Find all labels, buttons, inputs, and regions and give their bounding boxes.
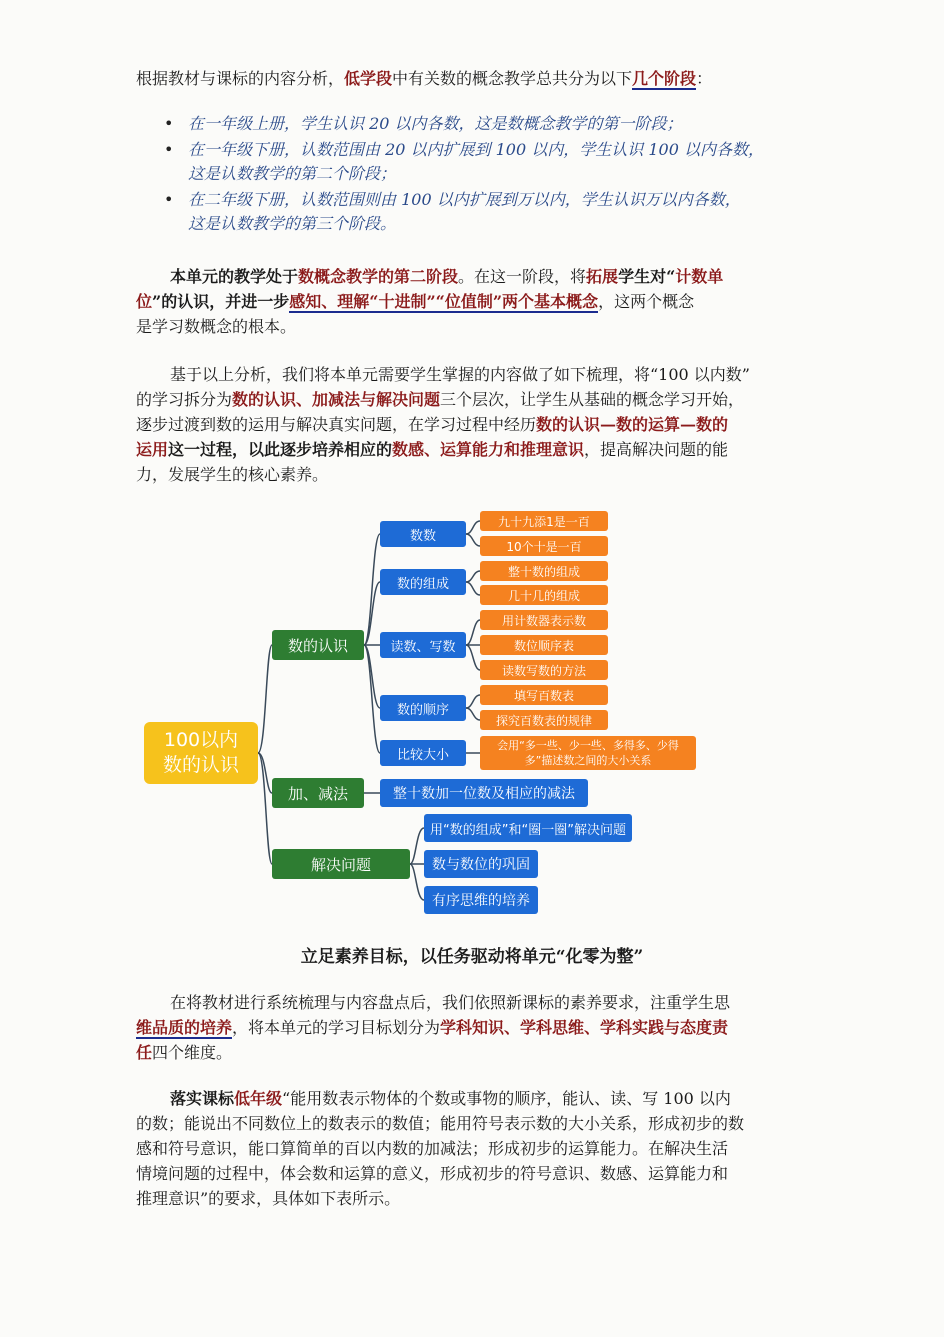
stage-2-line-1: 在一年级下册，认数范围由 20 以内扩展到 100 以内，学生认识 100 以内各数， — [188, 140, 764, 159]
stage-1-line-1: 在一年级上册，学生认识 20 以内各数，这是数概念教学的第一阶段； — [188, 114, 683, 133]
mindmap-sub-read-write — [380, 632, 466, 658]
mindmap-category-problem-solving — [272, 849, 410, 879]
sub3-label: 读数、写数 — [390, 639, 456, 655]
paragraph-goals — [136, 990, 816, 1065]
p4-l3a: 任 — [136, 1043, 153, 1062]
p3-l4b: 这一过程，以此逐步培养相应的 — [168, 440, 393, 459]
mindmap-sub-order — [380, 695, 466, 721]
sub2-label: 数的组成 — [396, 576, 449, 592]
leaf10-label: 会用“多一些、少一些、多得多、少得多”描述数之间的大小关系 — [497, 739, 679, 767]
p3-l2b: 数的认识、加减法与解决问题 — [232, 390, 441, 409]
p2-line2a: 位 — [136, 292, 153, 311]
bullet-icon: • — [164, 190, 174, 209]
p3-l4a: 运用 — [136, 440, 169, 459]
solve3-label: 有序思维的培养 — [432, 893, 530, 909]
solve2-label: 数与数位的巩固 — [432, 857, 530, 873]
p2-line2b: ”的认识，并进一步 — [152, 292, 290, 311]
leaf5-label: 用计数器表示数 — [501, 613, 586, 628]
p2-line-3: 是学习数概念的根本。 — [136, 317, 297, 336]
p5-line-5: 推理意识”的要求，具体如下表所示。 — [136, 1189, 401, 1208]
p3-l4c: 数感、运算能力和推理意识 — [392, 440, 585, 459]
mindmap-root — [144, 722, 258, 784]
mindmap-add-leaf — [380, 779, 588, 807]
cat3-label: 解决问题 — [310, 855, 371, 874]
intro-highlight-1: 低学段 — [344, 69, 393, 88]
p2-c: 。在这一阶段，将 — [458, 267, 587, 286]
paragraph-standards — [136, 1086, 816, 1211]
p4-l2c: 学科知识、学科思维、学科实践与态度责 — [440, 1018, 729, 1037]
leaf6-label: 数位顺序表 — [513, 638, 574, 653]
mindmap-solve-leaf — [424, 886, 538, 914]
solve1-label: 用“数的组成”和“圈一圈”解决问题 — [430, 822, 626, 838]
p5-l1b: 低年级 — [234, 1089, 283, 1108]
p5-l1c: “能用数表示物体的个数或事物的顺序，能认、读、写 100 以内 — [282, 1089, 731, 1108]
p2-d: 拓展 — [586, 267, 619, 286]
stage-2-line-2: 这是认数教学的第二个阶段； — [188, 164, 397, 183]
mindmap-sub-composition — [380, 569, 466, 595]
mindmap-leaf — [480, 635, 608, 655]
p5-l1a: 落实课标 — [170, 1089, 235, 1108]
p3-l2c: 三个层次，让学生从基础的概念学习开始， — [440, 390, 745, 409]
mindmap-leaf — [480, 610, 608, 630]
p4-l2a: 维品质的培养 — [136, 1018, 233, 1037]
mindmap-leaf — [480, 736, 696, 770]
mindmap-root-label: 100以内数的认识 — [162, 729, 239, 776]
p4-line-1: 在将教材进行系统梳理与内容盘点后，我们依照新课标的素养要求，注重学生思 — [170, 993, 731, 1012]
p2-a: 本单元的教学处于 — [170, 267, 299, 286]
p5-line-4: 情境问题的过程中，体会数和运算的意义，形成初步的符号意识、数感、运算能力和 — [136, 1164, 729, 1183]
leaf7-label: 读数写数的方法 — [501, 663, 586, 678]
p2-f: 计数单 — [675, 267, 724, 286]
mindmap-sub-compare — [380, 740, 466, 766]
p3-line-1: 基于以上分析，我们将本单元需要学生掌握的内容做了如下梳理，将“100 以内数” — [170, 365, 750, 384]
add1-label: 整十数加一位数及相应的减法 — [393, 786, 575, 802]
stage-3-line-1: 在二年级下册，认数范围则由 100 以内扩展到万以内，学生认识万以内各数， — [188, 190, 741, 209]
sub5-label: 比较大小 — [396, 747, 449, 763]
p5-line-2: 的数；能说出不同数位上的数表示的数值；能用符号表示数的大小关系，形成初步的数 — [136, 1114, 745, 1133]
p3-line-5: 力，发展学生的核心素养。 — [136, 465, 329, 484]
leaf3-label: 整十数的组成 — [507, 564, 580, 579]
mindmap-solve-leaf — [424, 814, 632, 842]
mindmap-category-add-subtract — [272, 778, 364, 808]
sub4-label: 数的顺序 — [396, 702, 449, 718]
leaf9-label: 探究百数表的规律 — [495, 713, 592, 728]
leaf2-label: 10个十是一百 — [506, 539, 582, 554]
bullet-icon: • — [164, 140, 174, 159]
leaf1-label: 九十九添1是一百 — [498, 514, 590, 529]
sub1-label: 数数 — [409, 528, 436, 544]
p2-e: 学生对“ — [618, 267, 676, 286]
bullet-icon: • — [164, 114, 174, 133]
mindmap-leaf — [480, 561, 608, 581]
intro-highlight-2: 几个阶段 — [632, 69, 697, 88]
p4-line-2 — [136, 1015, 816, 1040]
p3-l3b: 数的认识—数的运算—数的 — [536, 415, 729, 434]
p3-l3a: 逐步过渡到数的运用与解决真实问题，在学习过程中经历 — [136, 415, 537, 434]
mindmap-leaf — [480, 710, 608, 730]
stage-3-line-2: 这是认数教学的第三个阶段。 — [188, 214, 397, 233]
p5-line-1 — [136, 1086, 816, 1111]
p2-line2c: 感知、理解“十进制”“位值制”两个基本概念 — [289, 292, 599, 311]
cat2-label: 加、减法 — [287, 784, 348, 803]
p4-l2b: ，将本单元的学习目标划分为 — [232, 1018, 441, 1037]
mindmap-leaf — [480, 511, 608, 531]
p2-b: 数概念教学的第二阶段 — [298, 267, 459, 286]
cat1-label: 数的认识 — [287, 636, 348, 655]
p4-l3b: 四个维度。 — [152, 1043, 233, 1062]
mindmap-leaf — [480, 585, 608, 605]
leaf4-label: 几十几的组成 — [507, 588, 580, 603]
mindmap-leaf — [480, 685, 608, 705]
mindmap-solve-leaf — [424, 850, 538, 878]
mindmap-leaf — [480, 536, 608, 556]
p3-l4d: ，提高解决问题的能 — [584, 440, 729, 459]
section-heading: 立足素养目标，以任务驱动将单元“化零为整” — [300, 947, 644, 967]
intro-text: 根据教材与课标的内容分析， — [136, 69, 345, 88]
mindmap-leaf — [480, 660, 608, 680]
mindmap-sub-counting — [380, 521, 466, 547]
intro-text-2: 中有关数的概念教学总共分为以下 — [392, 69, 633, 88]
intro-colon: ： — [696, 69, 713, 88]
p2-line2d: ，这两个概念 — [598, 292, 695, 311]
p4-line-3 — [136, 1040, 816, 1065]
leaf8-label: 填写百数表 — [513, 688, 574, 703]
p3-l2a: 的学习拆分为 — [136, 390, 233, 409]
mindmap-category-number-recognition — [272, 630, 364, 660]
p5-line-3: 感和符号意识，能口算简单的百以内数的加减法；形成初步的运算能力。在解决生活 — [136, 1139, 729, 1158]
